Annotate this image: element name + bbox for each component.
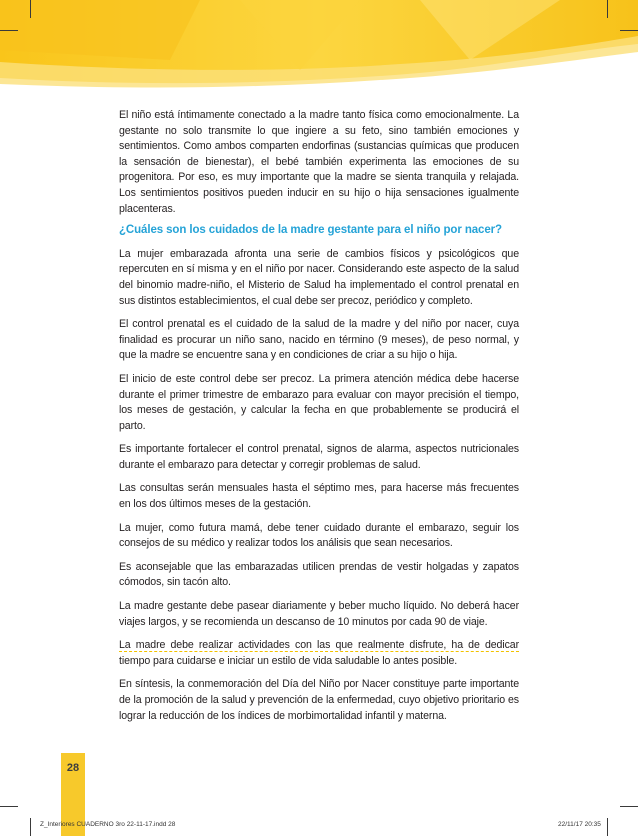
- crop-mark: [30, 818, 31, 836]
- section-heading: ¿Cuáles son los cuidados de la madre gestante para el niño por nacer?: [119, 224, 502, 237]
- crop-mark: [0, 806, 18, 807]
- crop-mark: [620, 806, 638, 807]
- intro-paragraph: El niño está íntimamente conectado a la madre tanto física como emocionalmente. La gestante no solo transmite lo que ingiere a su feto, sino también emociones y sentimientos. Como ambos comparten endorfinas (sustancias químicas que producen la sensación de bienestar), el bebé también experimenta las emociones de su progenitora. Por eso, es muy importante que la madre se sienta tranquila y relajada. Los sentimientos positivos pueden inducir en su hijo o hija sensaciones igualmente placenteras.: [119, 109, 519, 215]
- crop-mark: [0, 30, 18, 31]
- crop-mark: [607, 818, 608, 836]
- paragraph: Es importante fortalecer el control prenatal, signos de alarma, aspectos nutricionales durante el embarazo para detectar y corregir problemas de salud.: [119, 443, 519, 471]
- article-body: [119, 108, 519, 732]
- footer-timestamp: 22/11/17 20:35: [558, 821, 601, 828]
- paragraph: Es aconsejable que las embarazadas utilicen prendas de vestir holgadas y zapatos cómodos, sin tacón alto.: [119, 560, 519, 589]
- paragraph: Las consultas serán mensuales hasta el séptimo mes, para hacerse más frecuentes en los dos últimos meses de la gestación.: [119, 482, 519, 511]
- crop-mark: [620, 30, 638, 31]
- paragraph: El inicio de este control debe ser precoz. La primera atención médica debe hacerse durante el primer trimestre de embarazo para evaluar con mayor precisión el tiempo, los meses de gestación, y calcular la fecha en que probablemente se producirá el parto.: [119, 372, 519, 432]
- footer-filename: Z_Interiores CUADERNO 3ro 22-11-17.indd 28: [40, 821, 176, 828]
- crop-mark: [30, 0, 31, 18]
- paragraph: La mujer, como futura mamá, debe tener cuidado durante el embarazo, seguir los consejos de su médico y realizar todos los análisis que sean necesarios.: [119, 521, 519, 550]
- paragraph: La madre gestante debe pasear diariamente y beber mucho líquido. No deberá hacer viajes largos, y se recomienda un descanso de 10 minutos por cada 90 de viaje.: [119, 600, 519, 628]
- crop-mark: [607, 0, 608, 18]
- paragraph: El control prenatal es el cuidado de la salud de la madre y del niño por nacer, cuya finalidad es procurar un niño sano, nacido en término (9 meses), de peso normal, y que la madre se encuentre sana y en condiciones de criar a su hijo o hija.: [119, 318, 519, 362]
- paragraph: La mujer embarazada afronta una serie de cambios físicos y psicológicos que repercuten en sí misma y en el niño por nacer. Considerando este aspecto de la salud del binomio madre-niño, el Misterio de Salud ha implementado el control prenatal en sus distintos establecimientos, el cual debe ser precoz, periódico y completo.: [119, 247, 519, 307]
- dashed-divider: [119, 651, 519, 652]
- header-banner: [0, 0, 638, 100]
- paragraph: La madre debe realizar actividades con las que realmente disfrute, ha de dedicar tiempo para cuidarse e iniciar un estilo de vida saludable lo antes posible.: [119, 639, 519, 667]
- page-number: 28: [66, 762, 80, 774]
- paragraph: En síntesis, la conmemoración del Día del Niño por Nacer constituye parte importante de la promoción de la salud y prevención de la enfermedad, cuyo objetivo prioritario es lograr la reducción de los índices de morbimortalidad infantil y materna.: [119, 678, 519, 722]
